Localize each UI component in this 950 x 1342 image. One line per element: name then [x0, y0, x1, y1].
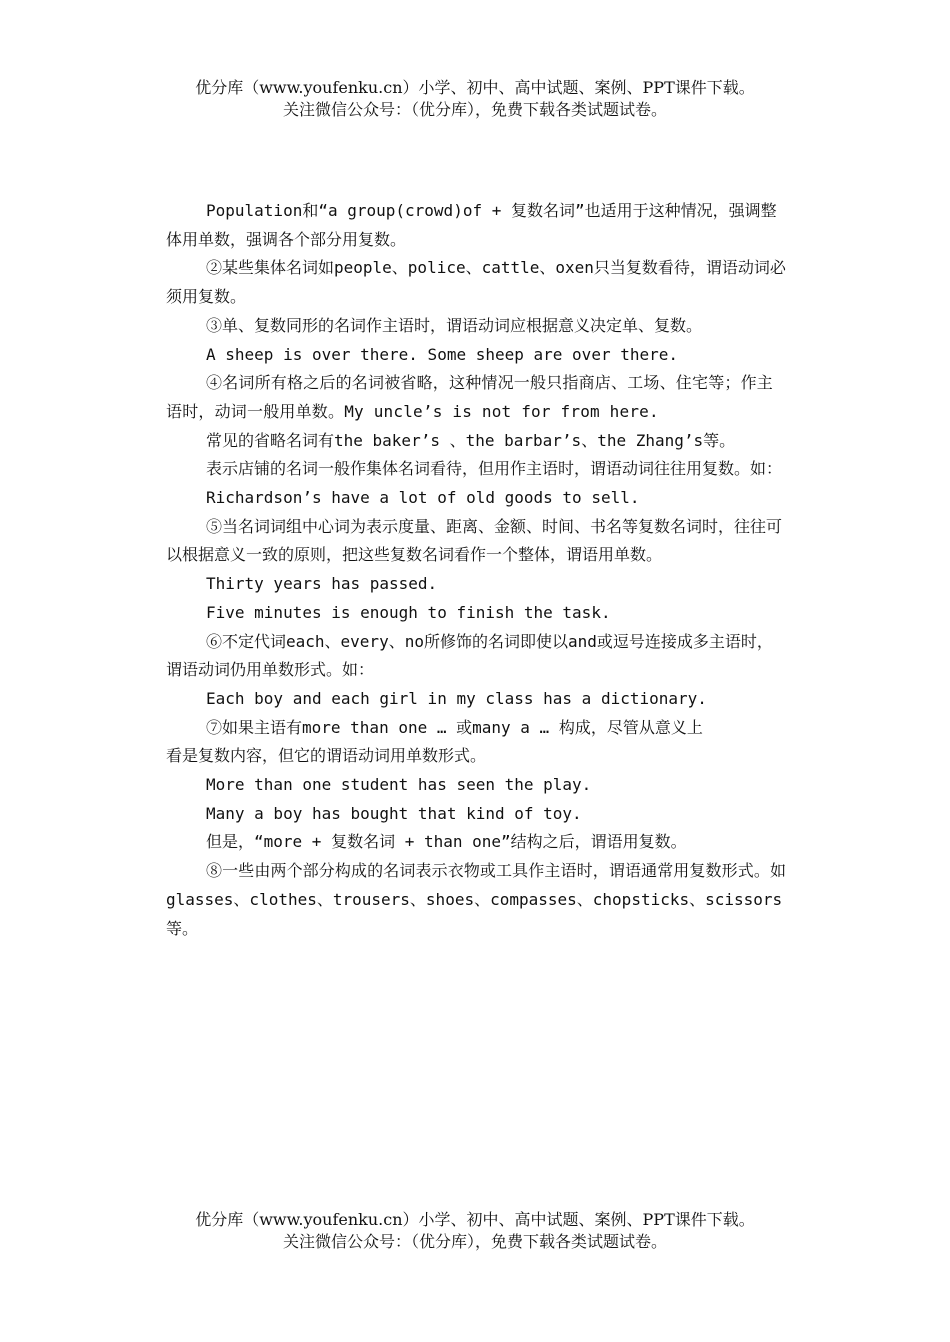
paragraph-rule-8: ⑧一些由两个部分构成的名词表示衣物或工具作主语时，谓语通常用复数形式。如	[206, 861, 786, 881]
header-line-2: 关注微信公众号：（优分库），免费下载各类试题试卷。	[282, 100, 667, 119]
paragraph-rule-3: ③单、复数同形的名词作主语时，谓语动词应根据意义决定单、复数。	[206, 315, 703, 335]
paragraph-rule-7-continued: 看是复数内容，但它的谓语动词用单数形式。	[166, 746, 487, 766]
paragraph-rule-7: ⑦如果主语有more than one … 或many a … 构成，尽管从意义上	[206, 717, 703, 737]
example-many-a-boy: Many a boy has bought that kind of toy.	[206, 803, 582, 823]
page-header	[0, 77, 950, 121]
document-body	[166, 197, 786, 943]
example-thirty-years: Thirty years has passed.	[206, 574, 438, 594]
page-footer	[0, 1209, 950, 1253]
header-line-1: 优分库（www.youfenku.cn）小学、初中、高中试题、案例、PPT课件下载。	[195, 78, 755, 97]
example-each-boy: Each boy and each girl in my class has a dictionary.	[206, 688, 707, 708]
paragraph-rule-2: ②某些集体名词如people、police、cattle、oxen只当复数看待，谓语动词必须用复数。	[166, 258, 786, 307]
paragraph-rule-8-list: glasses、clothes、trousers、shoes、compasses、chopsticks、scissors等。	[166, 889, 783, 938]
footer-line-2: 关注微信公众号：（优分库），免费下载各类试题试卷。	[282, 1232, 667, 1251]
example-richardsons: Richardson’s have a lot of old goods to sell.	[206, 488, 640, 508]
paragraph-but-more: 但是，“more + 复数名词 + than one”结构之后，谓语用复数。	[206, 832, 687, 852]
paragraph-rule-6: ⑥不定代词each、every、no所修饰的名词即使以and或逗号连接成多主语时，谓语动词仍用单数形式。如：	[166, 631, 773, 680]
paragraph-rule-5: ⑤当名词词组中心词为表示度量、距离、金额、时间、书名等复数名词时，往往可以根据意义一致的原则，把这些复数名词看作一个整体，谓语用单数。	[166, 516, 783, 565]
paragraph-shop-nouns: 表示店铺的名词一般作集体名词看待，但用作主语时，谓语动词往往用复数。如：	[206, 459, 783, 479]
paragraph-omitted-nouns: 常见的省略名词有the baker’s 、the barbar’s、the Zhang’s等。	[206, 430, 736, 450]
footer-line-1: 优分库（www.youfenku.cn）小学、初中、高中试题、案例、PPT课件下载。	[195, 1210, 755, 1229]
paragraph-rule-4: ④名词所有格之后的名词被省略，这种情况一般只指商店、工场、住宅等；作主语时，动词一般用单数。My uncle’s is not for from here.	[166, 373, 774, 421]
example-sheep: A sheep is over there. Some sheep are over there.	[206, 344, 679, 364]
example-five-minutes: Five minutes is enough to finish the task.	[206, 602, 611, 622]
example-more-than-one: More than one student has seen the play.	[206, 775, 592, 795]
paragraph-population: Population和“a group(crowd)of + 复数名词”也适用于这种情况，强调整体用单数，强调各个部分用复数。	[166, 201, 777, 249]
